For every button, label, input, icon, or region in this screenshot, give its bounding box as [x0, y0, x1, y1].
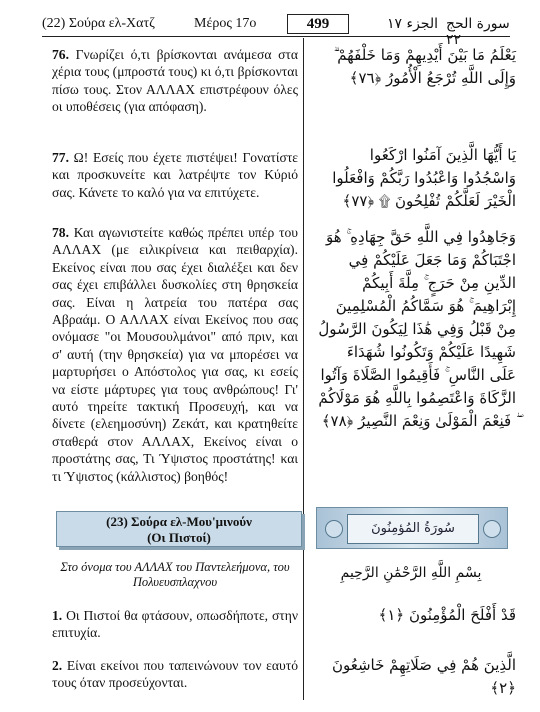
- header-surah-label: (22) Σούρα ελ-Χατζ: [42, 16, 155, 31]
- surah23-verse-1: [52, 607, 298, 642]
- verse-76: [52, 46, 298, 116]
- verse-number: 77.: [52, 150, 69, 165]
- verse-number: 1.: [52, 608, 63, 623]
- arabic-surah23-verse-2: الَّذِينَ هُمْ فِي صَلَاتِهِمْ خَاشِعُونَ ﴿٢﴾: [331, 656, 516, 697]
- verse-number: 2.: [52, 658, 63, 673]
- arabic-surah-title: سُورَةُ المُؤمِنُونَ: [347, 514, 479, 544]
- arabic-surah-ornament: [316, 507, 508, 549]
- page-number: 499: [287, 14, 349, 34]
- arabic-verse-76: يَعْلَمُ مَا بَيْنَ أَيْدِيهِمْ وَمَا خَلْفَهُمْ ۗ وَإِلَى اللَّهِ تُرْجَعُ الْأُمُورُ ﴿٧٦﴾: [333, 46, 516, 87]
- ornament-medallion: [325, 520, 343, 538]
- verse-text: Γνωρίζει ό,τι βρίσκονται ανάμεσα στα χέρια τους (μπροστά τους) κι ό,τι βρίσκονται πίσω τους. Στον ΑΛΛΑΧ επιστρέφουν όλες οι υποθέσεις (για απόφαση).: [52, 47, 298, 115]
- verse-text: Και αγωνιστείτε καθώς πρέπει υπέρ του ΑΛΛΑΧ (με ειλικρίνεια και πειθαρχία). Εκείνος είναι που σας έχει διαλέξει και δεν σας έχει επιβάλλει δυσκολίες στη θρησκεία σας. Είναι η λατρεία του πατέρα σας Αβραάμ. Ο ΑΛΛΑΧ είναι Εκείνος που σας ονόμασε "οι Μουσουλμάνοι" από πριν, και σ' αυτή (την θρησκεία) για να μπορέσει να μαρτυρήσει ο Απόστολος για σας, κι εσείς να είστε μάρτυρες για τους ανθρώπους! Γι' αυτό τηρείτε τακτική Προσευχή, και να δίνετε (ελεημοσύνη) Ζεκάτ, και κρατηθείτε σταθερά στον ΑΛΛΑΧ, Εκείνος είναι ο προστάτης σας, Τι Ύψιστος προστάτης! και τι Ύψιστος (κάλλιστος) βοηθός!: [52, 225, 298, 484]
- basmala-greek: Στο όνομα του ΑΛΛΑΧ του Παντελεήμονα, του Πολυευσπλαχνου: [60, 560, 290, 589]
- arabic-verse-78: وَجَاهِدُوا فِي اللَّهِ حَقَّ جِهَادِهِ ۚ هُوَ اجْتَبَاكُمْ وَمَا جَعَلَ عَلَيْكُمْ فِي الدِّينِ مِنْ حَرَجٍ ۚ مِلَّةَ أَبِيكُمْ إِبْرَاهِيمَ ۚ هُوَ سَمَّاكُمُ الْمُسْلِمِينَ مِنْ قَبْلُ وَفِي هَٰذَا لِيَكُونَ الرَّسُولُ شَهِيدًا عَلَيْكُمْ وَتَكُونُوا شُهَدَاءَ عَلَى النَّاسِ ۚ فَأَقِيمُوا الصَّلَاةَ وَآتُوا الزَّكَاةَ وَاعْتَصِمُوا بِاللَّهِ هُوَ مَوْلَاكُمْ ۖ فَنِعْمَ الْمَوْلَىٰ وَنِعْمَ النَّصِيرُ ﴿٧٨﴾: [318, 228, 516, 430]
- column-divider: [303, 38, 304, 700]
- surah-subtitle: (Οι Πιστοί): [147, 530, 211, 545]
- verse-78: [52, 224, 298, 485]
- header-arabic-part: الجزء ١٧: [387, 16, 438, 32]
- arabic-verse-77: يَا أَيُّهَا الَّذِينَ آمَنُوا ارْكَعُوا وَاسْجُدُوا وَاعْبُدُوا رَبَّكُمْ وَافْعَلُوا الْخَيْرَ لَعَلَّكُمْ تُفْلِحُونَ ۩ ﴿٧٧﴾: [332, 146, 516, 210]
- header-part-label: Μέρος 17ο: [194, 16, 257, 31]
- header-arabic-surah: سورة الحج ٢٢: [446, 16, 510, 48]
- surah-title: (23) Σούρα ελ-Μου'μινούν: [106, 514, 252, 529]
- verse-number: 76.: [52, 47, 69, 62]
- surah23-verse-2: [52, 657, 298, 692]
- verse-number: 78.: [52, 225, 69, 240]
- verse-text: Είναι εκείνοι που ταπεινώνουν τον εαυτό τους όταν προσεύχονται.: [52, 658, 298, 691]
- verse-text: Οι Πιστοί θα φτάσουν, οπωσδήποτε, στην επιτυχία.: [52, 608, 298, 641]
- ornament-medallion: [483, 520, 501, 538]
- surah-heading-box: [56, 511, 302, 547]
- arabic-surah23-verse-1: قَدْ أَفْلَحَ الْمُؤْمِنُونَ ﴿١﴾: [378, 606, 516, 624]
- verse-77: [52, 149, 298, 201]
- verse-text: Ω! Εσείς που έχετε πιστέψει! Γονατίστε και προσκυνείτε και λατρέψτε τον Κύριό σας. Κάνετε το καλό για να επιτύχετε.: [52, 150, 298, 200]
- basmala-arabic: بِسْمِ اللَّهِ الرَّحْمَٰنِ الرَّحِيمِ: [340, 565, 482, 581]
- page-header: [42, 14, 510, 48]
